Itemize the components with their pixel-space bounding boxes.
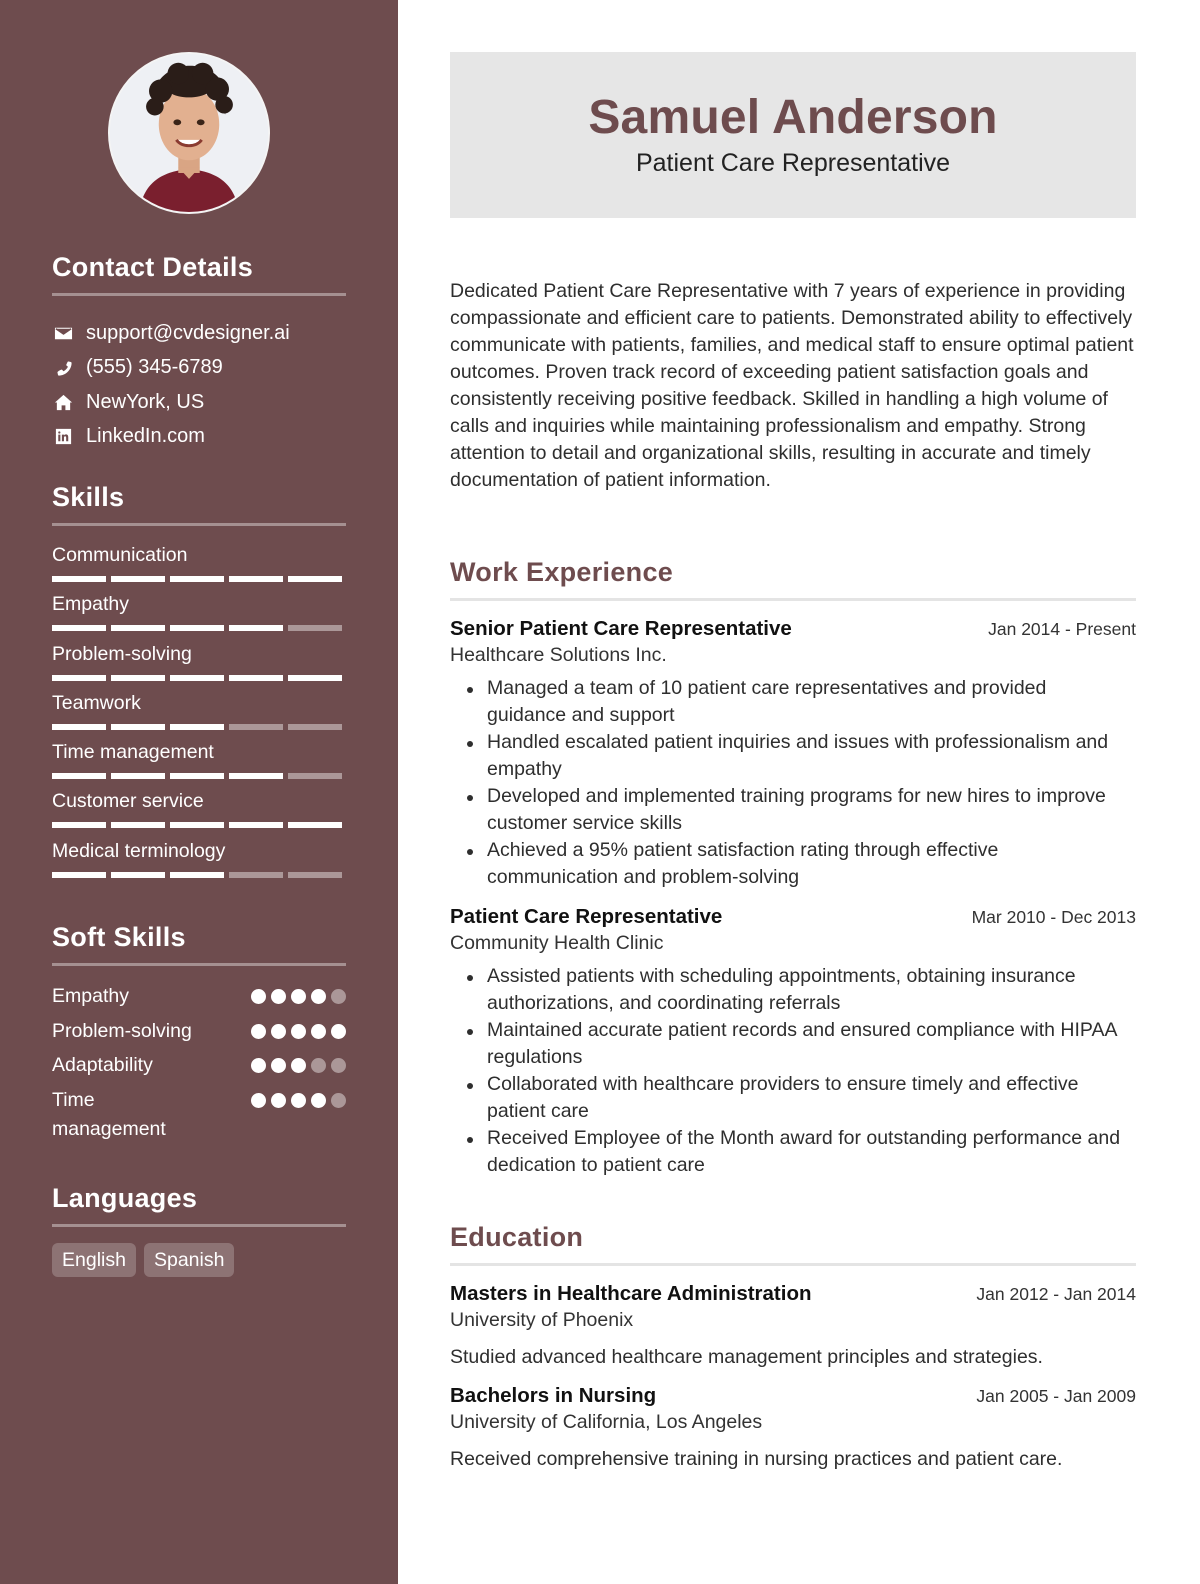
job-dates: Mar 2010 - Dec 2013 [971, 907, 1136, 927]
skill-segment-filled [170, 773, 224, 779]
skill-segment-empty [229, 872, 283, 878]
skill-segment-empty [288, 773, 342, 779]
skill-item [52, 641, 346, 690]
contact-phone-text: (555) 345-6789 [86, 356, 223, 379]
soft-skill-name: Time management [52, 1088, 166, 1140]
soft-skill-item [52, 1017, 346, 1052]
contact-location [52, 385, 346, 420]
degree-dates: Jan 2012 - Jan 2014 [976, 1284, 1136, 1304]
skill-name: Customer service [52, 790, 204, 813]
skill-name: Teamwork [52, 691, 141, 714]
contact-phone[interactable] [52, 351, 346, 386]
skill-name: Problem-solving [52, 642, 192, 665]
degree-description: Received comprehensive training in nursing practices and patient care. [450, 1448, 1063, 1470]
skill-segment-filled [52, 625, 106, 631]
education-entry [450, 1282, 1136, 1370]
rating-dot-filled [311, 989, 326, 1004]
rating-dot-filled [251, 1058, 266, 1073]
job-bullet: Developed and implemented training programs for new hires to improve customer service skills [487, 783, 1136, 837]
job-bullet: Maintained accurate patient records and ensured compliance with HIPAA regulations [487, 1017, 1136, 1071]
soft-skill-name: Problem-solving [52, 1019, 192, 1042]
rating-dot-filled [291, 989, 306, 1004]
school-name: University of California, Los Angeles [450, 1411, 763, 1433]
rating-dot-filled [291, 1058, 306, 1073]
skill-segment-filled [111, 724, 165, 730]
degree-dates: Jan 2005 - Jan 2009 [976, 1386, 1136, 1406]
skill-segment-filled [229, 625, 283, 631]
rating-dot-empty [311, 1058, 326, 1073]
rating-dot-empty [331, 1093, 346, 1108]
soft-skill-rating [251, 1024, 346, 1039]
skill-segment-filled [111, 773, 165, 779]
summary-text: Dedicated Patient Care Representative with 7 years of experience in providing compassionate and efficient care to patients. Demonstrated ability to effectively communicate with patients, families, and medical staff to ensure optimal patient outcomes. Proven track record of exceeding patient satisfaction goals and consistently receiving positive feedback. Skilled in handling a high volume of calls and inquiries while maintaining professionalism and empathy. Strong attention to detail and organizational skills, resulting in accurate and timely documentation of patient information. [450, 280, 1134, 491]
rating-dot-filled [291, 1093, 306, 1108]
skill-name: Time management [52, 741, 214, 764]
job-title: Patient Care Representative [450, 905, 723, 928]
education-title: Education [450, 1222, 1136, 1266]
soft-skill-name: Empathy [52, 985, 129, 1007]
job-bullets [487, 675, 1136, 891]
rating-dot-filled [251, 1093, 266, 1108]
work-entry [450, 905, 1136, 1179]
skill-segment-filled [111, 675, 165, 681]
soft-skill-name: Adaptability [52, 1054, 153, 1076]
skill-item [52, 591, 346, 640]
skill-item [52, 739, 346, 788]
candidate-name: Samuel Anderson [588, 91, 998, 144]
skill-segment-filled [288, 675, 342, 681]
education-section [450, 1222, 1136, 1472]
skill-name: Empathy [52, 593, 129, 616]
skill-segment-filled [170, 724, 224, 730]
skill-level-bar [52, 822, 346, 828]
degree-description: Studied advanced healthcare management principles and strategies. [450, 1346, 1043, 1368]
job-bullet: Assisted patients with scheduling appointments, obtaining insurance authorizations, and coordinating referrals [487, 963, 1136, 1017]
job-bullet: Achieved a 95% patient satisfaction rating through effective communication and problem-solving [487, 837, 1136, 891]
rating-dot-filled [311, 1024, 326, 1039]
skill-item [52, 690, 346, 739]
rating-dot-filled [291, 1024, 306, 1039]
rating-dot-filled [271, 1058, 286, 1073]
skill-segment-empty [288, 625, 342, 631]
work-experience-section [450, 557, 1136, 1179]
contact-list [52, 316, 346, 454]
skill-segment-filled [170, 822, 224, 828]
contact-section [52, 252, 346, 454]
skill-segment-filled [52, 675, 106, 681]
skill-segment-filled [170, 576, 224, 582]
skill-segment-filled [52, 576, 106, 582]
skill-level-bar [52, 625, 346, 631]
skill-level-bar [52, 872, 346, 878]
job-company: Healthcare Solutions Inc. [450, 644, 667, 666]
skill-segment-filled [170, 625, 224, 631]
rating-dot-filled [271, 989, 286, 1004]
soft-skill-item [52, 1086, 346, 1144]
header-box [450, 52, 1136, 218]
skill-segment-filled [229, 822, 283, 828]
job-bullet: Handled escalated patient inquiries and issues with professionalism and empathy [487, 729, 1136, 783]
language-tag: English [52, 1243, 136, 1277]
soft-skills-section-title: Soft Skills [52, 922, 346, 966]
rating-dot-filled [311, 1093, 326, 1108]
soft-skills-section [52, 922, 346, 1144]
skill-segment-filled [52, 773, 106, 779]
skill-segment-filled [111, 872, 165, 878]
skill-item [52, 788, 346, 837]
job-title: Senior Patient Care Representative [450, 617, 792, 640]
skill-segment-empty [288, 872, 342, 878]
soft-skill-rating [251, 1093, 346, 1108]
skill-segment-filled [52, 872, 106, 878]
soft-skill-item [52, 1051, 346, 1086]
skill-segment-filled [170, 872, 224, 878]
skill-level-bar [52, 675, 346, 681]
skill-segment-filled [111, 576, 165, 582]
skill-level-bar [52, 576, 346, 582]
contact-linkedin-text: LinkedIn.com [86, 425, 205, 448]
languages-section-title: Languages [52, 1183, 346, 1227]
rating-dot-filled [331, 1024, 346, 1039]
degree-title: Bachelors in Nursing [450, 1384, 657, 1407]
job-bullet: Received Employee of the Month award for outstanding performance and dedication to patient care [487, 1125, 1136, 1179]
rating-dot-empty [331, 1058, 346, 1073]
skill-segment-filled [52, 724, 106, 730]
skill-segment-filled [229, 773, 283, 779]
skill-segment-filled [52, 822, 106, 828]
skills-section [52, 482, 346, 887]
contact-email-text: support@cvdesigner.ai [86, 321, 290, 344]
work-experience-title: Work Experience [450, 557, 1136, 601]
soft-skills-list [52, 982, 346, 1144]
skill-segment-filled [170, 675, 224, 681]
rating-dot-filled [271, 1093, 286, 1108]
candidate-title: Patient Care Representative [635, 149, 951, 177]
envelope-icon [52, 322, 74, 344]
home-icon [52, 391, 74, 413]
contact-linkedin[interactable] [52, 420, 346, 455]
sidebar [0, 0, 398, 1584]
skills-section-title: Skills [52, 482, 346, 526]
languages-list [52, 1243, 346, 1277]
degree-title: Masters in Healthcare Administration [450, 1282, 812, 1305]
rating-dot-filled [271, 1024, 286, 1039]
skill-name: Medical terminology [52, 839, 226, 862]
rating-dot-filled [251, 989, 266, 1004]
skill-item [52, 542, 346, 591]
skill-level-bar [52, 773, 346, 779]
skill-level-bar [52, 724, 346, 730]
language-tag: Spanish [144, 1243, 234, 1277]
skill-segment-filled [111, 822, 165, 828]
skill-segment-filled [229, 675, 283, 681]
rating-dot-empty [331, 989, 346, 1004]
skill-segment-empty [288, 724, 342, 730]
job-company: Community Health Clinic [450, 932, 664, 954]
skill-segment-filled [288, 576, 342, 582]
education-entry [450, 1384, 1136, 1472]
languages-section [52, 1183, 346, 1277]
skill-item [52, 838, 346, 887]
school-name: University of Phoenix [450, 1309, 634, 1331]
job-dates: Jan 2014 - Present [988, 619, 1136, 639]
rating-dot-filled [251, 1024, 266, 1039]
soft-skill-item [52, 982, 346, 1017]
phone-icon [52, 357, 74, 379]
avatar-portrait [110, 54, 268, 212]
contact-section-title: Contact Details [52, 252, 346, 296]
contact-email[interactable] [52, 316, 346, 351]
contact-location-text: NewYork, US [86, 390, 205, 413]
work-entry [450, 617, 1136, 891]
skill-segment-filled [288, 822, 342, 828]
job-bullet: Managed a team of 10 patient care representatives and provided guidance and support [487, 675, 1136, 729]
avatar [108, 52, 270, 214]
soft-skill-rating [251, 1058, 346, 1073]
skill-name: Communication [52, 544, 188, 566]
soft-skill-rating [251, 989, 346, 1004]
skill-segment-empty [229, 724, 283, 730]
job-bullet: Collaborated with healthcare providers to ensure timely and effective patient care [487, 1071, 1136, 1125]
job-bullets [487, 963, 1136, 1179]
linkedin-icon [52, 426, 74, 448]
skills-list [52, 542, 346, 887]
skill-segment-filled [111, 625, 165, 631]
skill-segment-filled [229, 576, 283, 582]
